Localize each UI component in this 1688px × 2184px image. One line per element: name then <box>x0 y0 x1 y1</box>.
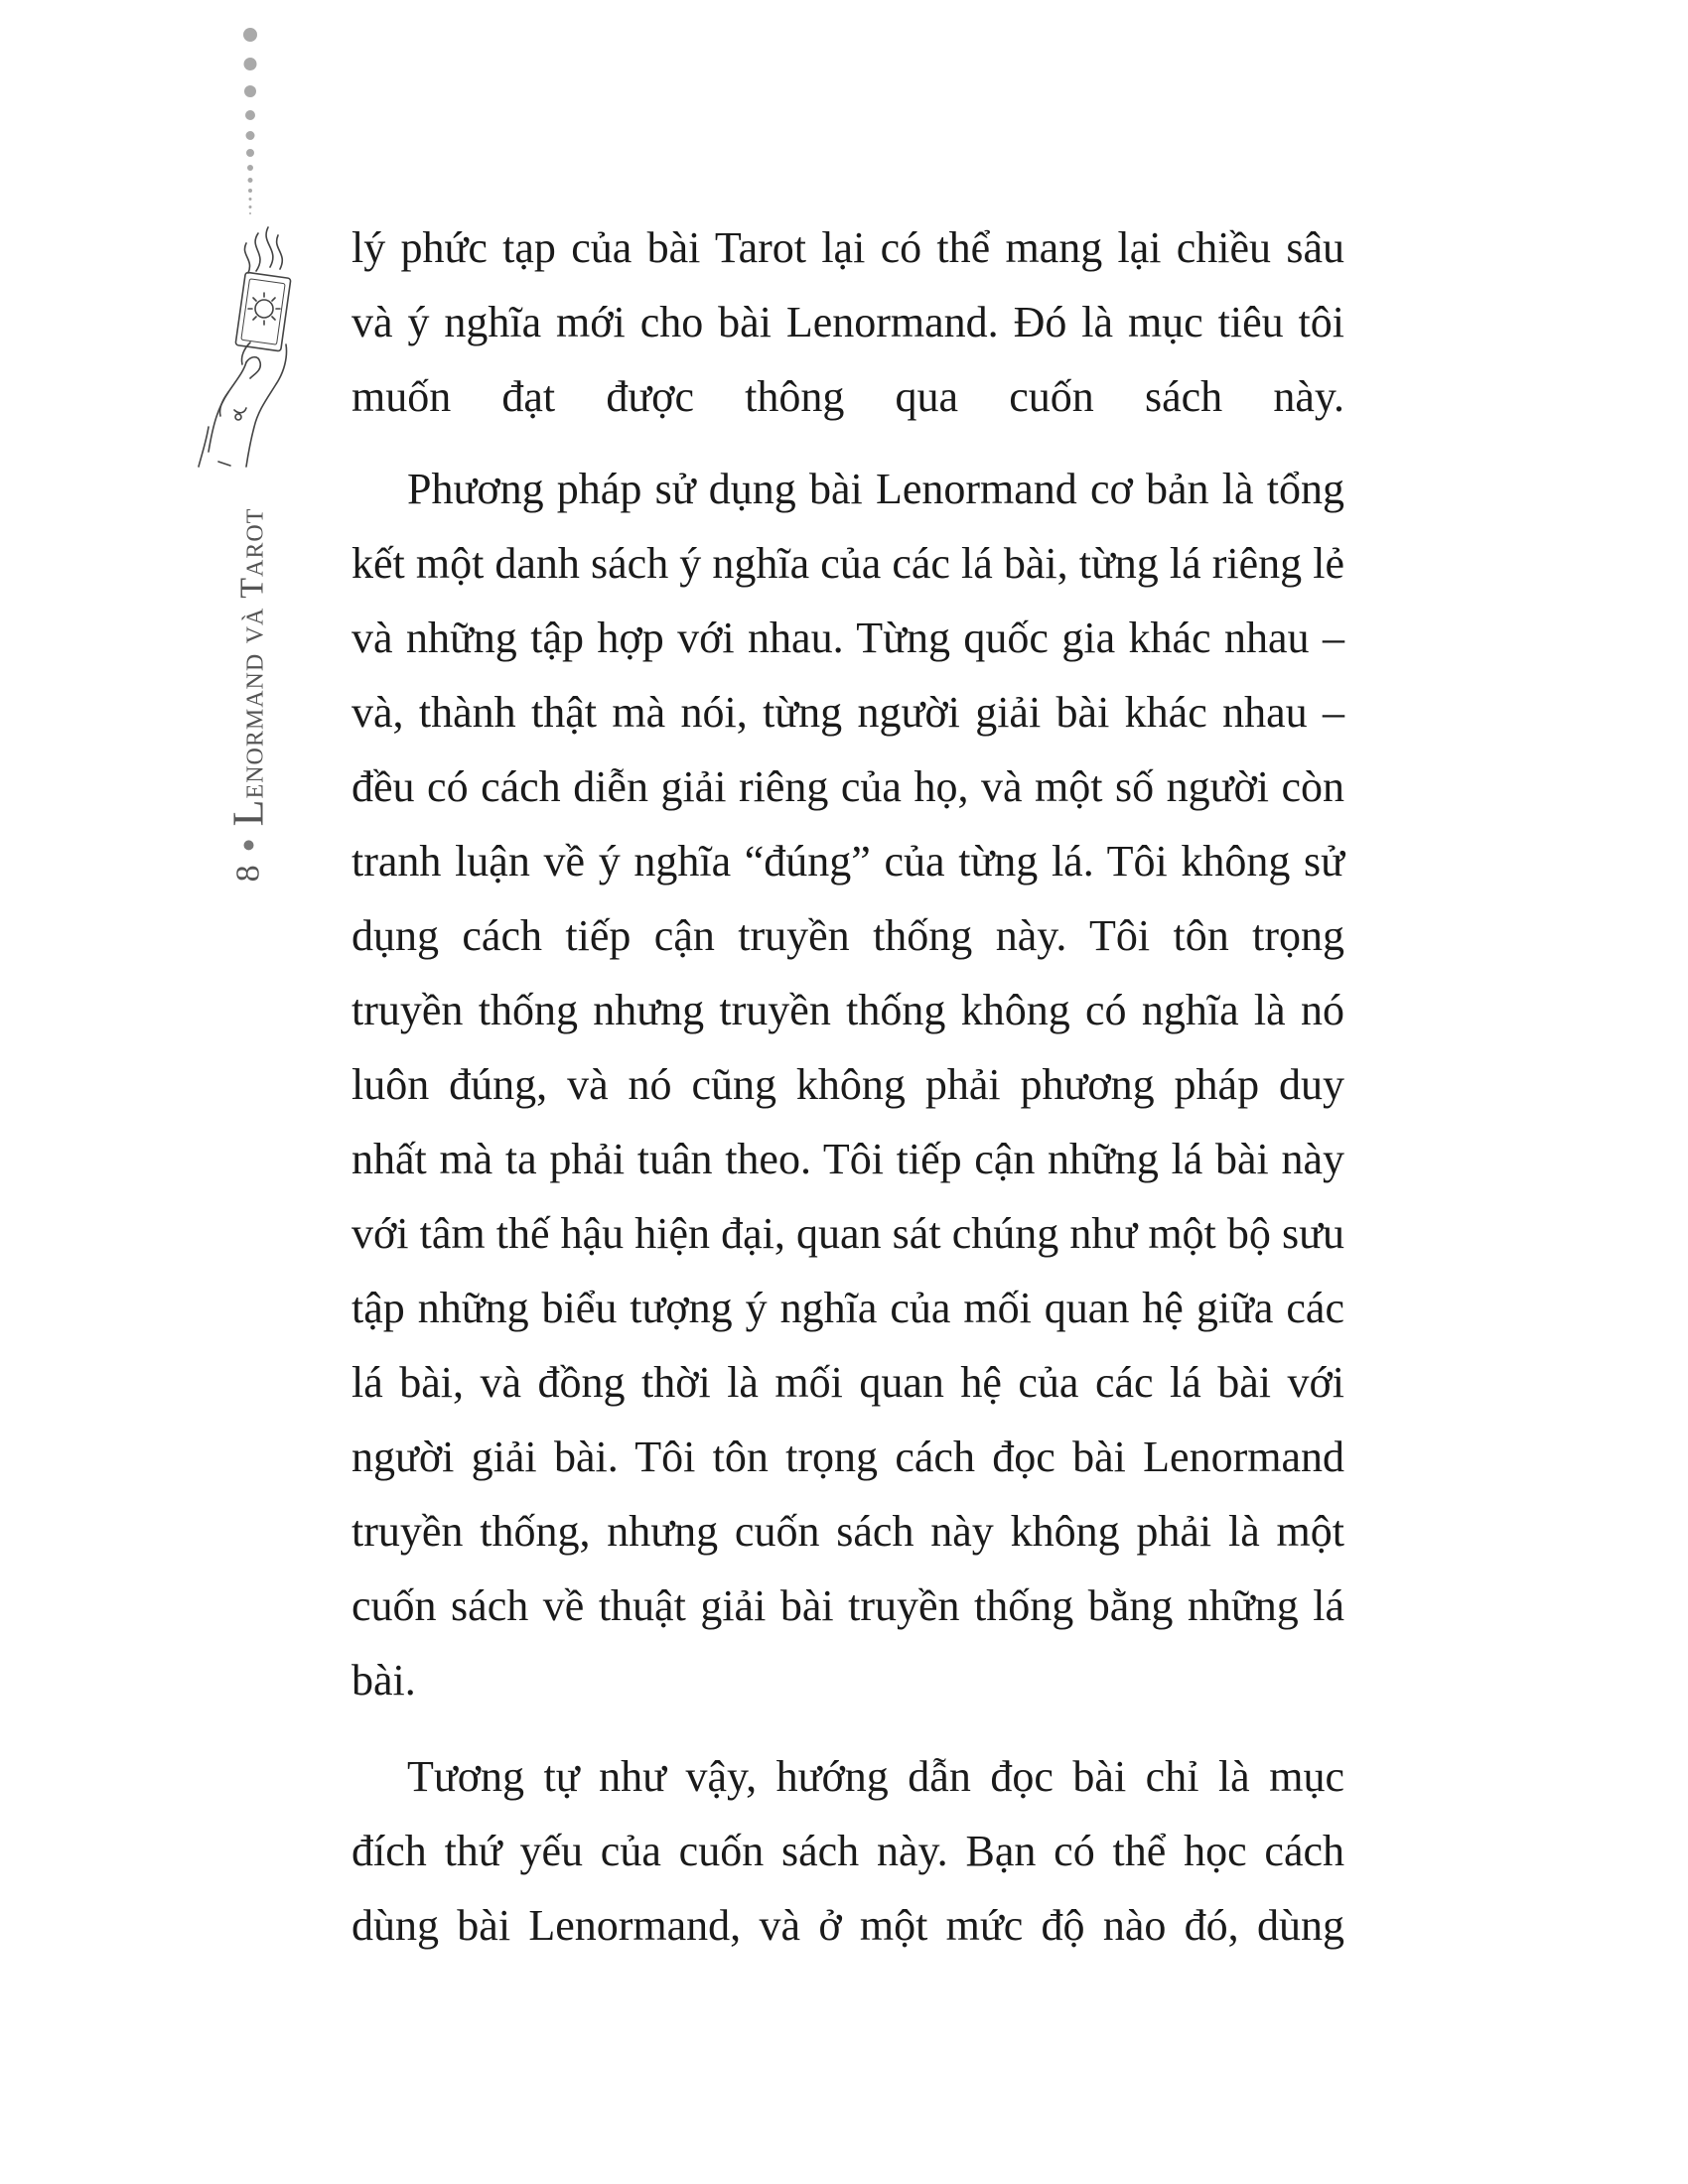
book-title <box>223 508 274 827</box>
separator-dot <box>243 840 253 850</box>
book-title-rest: enormand và Tarot <box>233 507 271 799</box>
decorative-dots <box>242 28 258 216</box>
running-head <box>223 508 274 883</box>
paragraph-3: Tương tự như vậy, hướng dẫn đọc bài chỉ là mục đích thứ yếu của cuốn sách này. Bạn có thể học cách dùng bài Lenormand, và ở một mức độ nào đó, dùng <box>352 1752 1344 1950</box>
body-text <box>352 210 1344 1963</box>
paragraph-2: Phương pháp sử dụng bài Lenormand cơ bản là tổng kết một danh sách ý nghĩa của các lá bài, từng lá riêng lẻ và những tập hợp với nhau. Từng quốc gia khác nhau – và, thành thật mà nói, từng người giải bài khác nhau – đều có cách diễn giải riêng của họ, và một số người còn tranh luận về ý nghĩa “đúng” của từng lá. Tôi không sử dụng cách tiếp cận truyền thống này. Tôi tôn trọng truyền thống nhưng truyền thống không có nghĩa là nó luôn đúng, và nó cũng không phải phương pháp duy nhất mà ta phải tuân theo. Tôi tiếp cận những lá bài này với tâm thế hậu hiện đại, quan sát chúng như một bộ sưu tập những biểu tượng ý nghĩa của mối quan hệ giữa các lá bài, và đồng thời là mối quan hệ của các lá bài với người giải bài. Tôi tôn trọng cách đọc bài Lenormand truyền thống, nhưng cuốn sách này không phải là một cuốn sách về thuật giải bài truyền thống bằng những lá bài. <box>352 465 1344 1705</box>
paragraph-1: lý phức tạp của bài Tarot lại có thể mang lại chiều sâu và ý nghĩa mới cho bài Lenormand. Đó là mục tiêu tôi muốn đạt được thông qua cuốn sách này. <box>352 223 1344 421</box>
book-title-initial: L <box>223 798 273 827</box>
hand-holding-sun-card-icon <box>189 223 298 472</box>
page-number: 8 <box>229 864 266 883</box>
